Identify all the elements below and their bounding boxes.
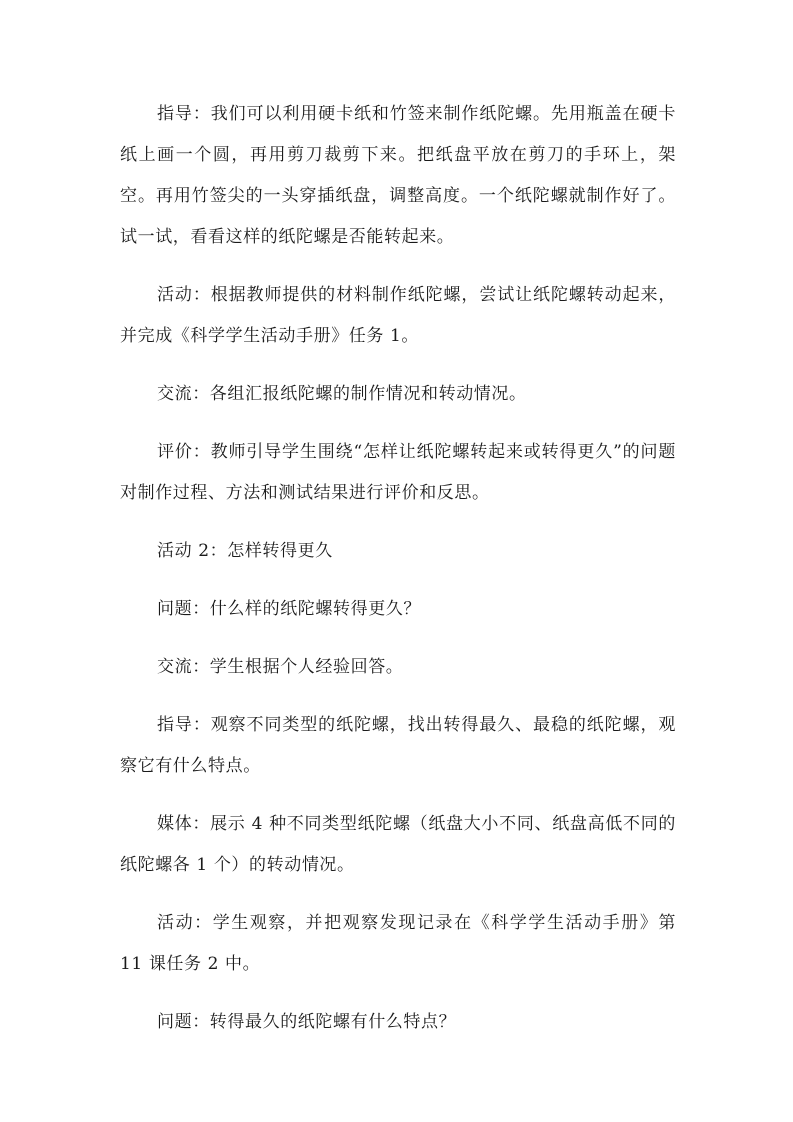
paragraph-exchange-report: 交流：各组汇报纸陀螺的制作情况和转动情况。	[157, 384, 527, 404]
paragraph-exchange-experience: 交流：学生根据个人经验回答。	[157, 657, 404, 677]
paragraph-evaluation: 评价：教师引导学生围绕“怎样让纸陀螺转起来或转得更久”的问题对制作过程、方法和测试结果进行评价和反思。	[120, 442, 676, 503]
paragraph-activity-make-top: 活动：根据教师提供的材料制作纸陀螺，尝试让纸陀螺转动起来，并完成《科学学生活动手册》任务 1。	[120, 285, 676, 346]
paragraph-media-display: 媒体：展示 4 种不同类型纸陀螺（纸盘大小不同、纸盘高低不同的纸陀螺各 1 个）的转动情况。	[120, 814, 676, 875]
paragraph-activity-2-heading: 活动 2：怎样转得更久	[157, 541, 333, 561]
paragraph-guidance-make-top: 指导：我们可以利用硬卡纸和竹签来制作纸陀螺。先用瓶盖在硬卡纸上画一个圆，再用剪刀裁剪下来。把纸盘平放在剪刀的手环上，架空。再用竹签尖的一头穿插纸盘，调整高度。一个纸陀螺就制作好了。试一试，看看这样的纸陀螺是否能转起来。	[120, 104, 676, 247]
document-body	[120, 94, 676, 1060]
paragraph-question-features: 问题：转得最久的纸陀螺有什么特点？	[157, 1012, 457, 1032]
paragraph-activity-record: 活动：学生观察，并把观察发现记录在《科学学生活动手册》第 11 课任务 2 中。	[120, 913, 676, 974]
paragraph-question-which-top: 问题：什么样的纸陀螺转得更久？	[157, 599, 421, 619]
paragraph-guidance-observe: 指导：观察不同类型的纸陀螺，找出转得最久、最稳的纸陀螺，观察它有什么特点。	[120, 715, 676, 776]
